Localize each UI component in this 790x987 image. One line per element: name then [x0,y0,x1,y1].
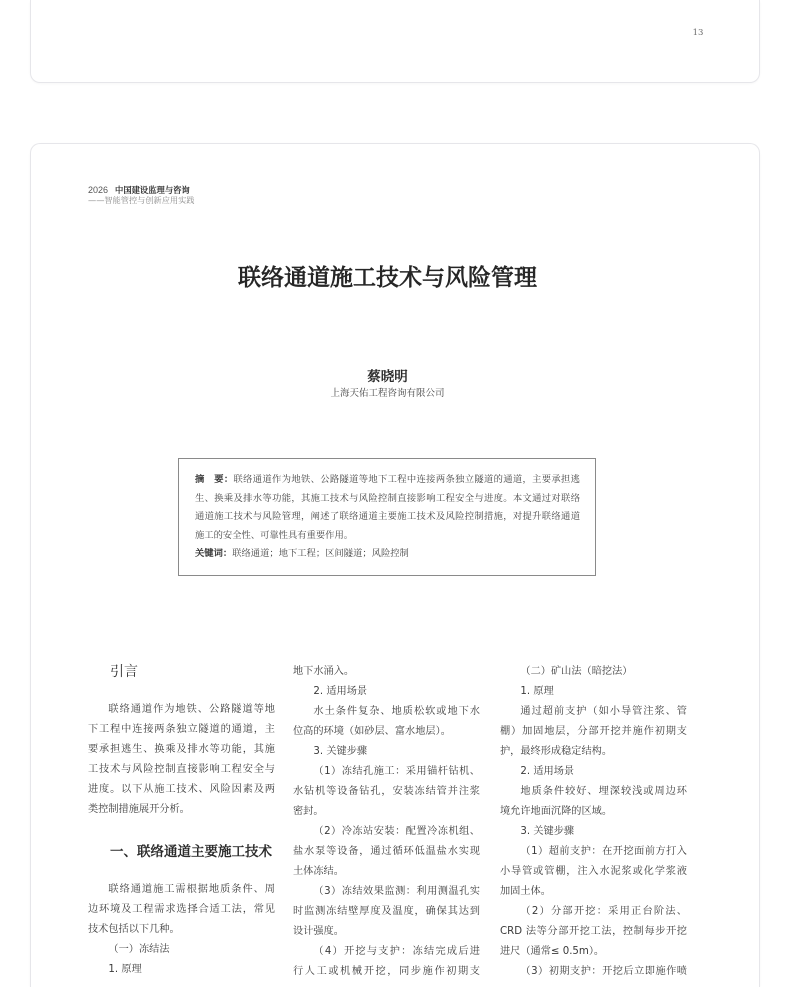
paragraph-section-1 [88,880,275,980]
text-line: 进度。以下从施工技术、风险因素及两 [88,784,275,795]
text-line: 联络通道施工需根据地质条件、周 [108,884,275,895]
text-line: （1）超前支护：在开挖面前方打入 [520,846,687,857]
text-line: 境允许地面沉降的区域。 [500,806,613,817]
text-line: （1）冻结孔施工：采用锚杆钻机、 [313,766,480,777]
text-line: （4）开挖与支护：冻结完成后进 [313,946,480,957]
text-line: 时监测冻结壁厚度及温度，确保其达到 [293,906,480,917]
text-line: （3）初期支护：开挖后立即施作喷 [520,966,687,977]
abstract-line: 施工的安全性、可靠性具有重要作用。 [195,529,354,541]
text-line: 密封。 [293,806,324,817]
text-line: 要承担逃生、换乘及排水等功能，其施 [88,744,275,755]
article-author: 蔡晓明 [367,369,408,385]
page-number: 13 [692,28,704,38]
article-title: 联络通道施工技术与风险管理 [238,265,537,291]
text-line: （3）冻结效果监测：利用测温孔实 [313,886,480,897]
previous-page-card [30,0,760,83]
text-line: 设计强度。 [293,926,344,937]
text-line: 地下水涌入。 [293,666,355,677]
text-line: 水土条件复杂、地质松软或地下水 [313,706,480,717]
text-line: 护，最终形成稳定结构。 [500,746,613,757]
text-column-1 [88,662,275,980]
running-head-subtitle: ——智能管控与创新应用实践 [88,195,195,205]
text-line: 边环境及工程需求选择合适工法，常见 [88,904,275,915]
text-column-3 [500,662,687,982]
keywords-text: 联络通道；地下工程；区间隧道；风险控制 [232,548,409,560]
text-line: 下工程中连接两条独立隧道的通道，主 [88,724,275,735]
item-heading: 1. 原理 [520,686,554,697]
item-heading: 2. 适用场景 [520,766,575,777]
article-page-card [30,143,760,987]
keywords-line [195,545,580,564]
section-heading-1: 一、联络通道主要施工技术 [110,844,272,860]
text-line: 工技术与风险控制直接影响工程安全与 [88,764,275,775]
subheading-freezing-method: （一）冻结法 [108,944,170,955]
item-heading: 3. 关键步骤 [313,746,368,757]
text-line: 位高的环境（如砂层、富水地层）。 [293,726,451,737]
text-line: （2）冷冻站安装：配置冷冻机组、 [313,826,480,837]
abstract-line [195,471,580,490]
abstract-text: 联络通道作为地铁、公路隧道等地下工程中连接两条独立隧道的通道，主要承担逃 [233,474,580,485]
text-line: 小导管或管棚，注入水泥浆或化学浆液 [500,866,687,877]
abstract-line: 通道施工技术与风险管理，阐述了联络通道主要施工技术及风险控制措施，对提升联络通道 [195,511,580,523]
text-line: 行人工或机械开挖，同步施作初期支 [293,966,480,977]
text-line: 通过超前支护（如小导管注浆、管 [520,706,687,717]
author-affiliation: 上海天佑工程咨询有限公司 [330,388,445,399]
text-line: 盐水泵等设备，通过循环低温盐水实现 [293,846,480,857]
text-line: 技术包括以下几种。 [88,924,180,935]
paragraph-intro [88,700,275,820]
text-line: （2）分部开挖：采用正台阶法、 [520,906,687,917]
abstract-label: 摘 要： [195,474,234,485]
text-line: 进尺（通常≤ 0.5m）。 [500,946,605,957]
text-line: 加固土体。 [500,886,551,897]
abstract-line: 生、换乘及排水等功能，其施工技术与风险控制直接影响工程安全与进度。本文通过对联络 [195,492,580,504]
item-heading: 3. 关键步骤 [520,826,575,837]
running-head-year: 2026 [88,185,109,195]
text-line: 类控制措施展开分析。 [88,804,190,815]
running-head-journal: 中国建设监理与咨询 [115,185,190,195]
keywords-label: 关键词： [195,548,233,560]
abstract-box [178,458,596,576]
item-heading: 1. 原理 [108,964,142,975]
subheading-mining-method: （二）矿山法（暗挖法） [520,666,633,677]
item-heading: 2. 适用场景 [313,686,368,697]
text-line: 地质条件较好、埋深较浅或周边环 [520,786,687,797]
section-heading-intro: 引言 [110,664,138,680]
text-line: 土体冻结。 [293,866,344,877]
text-line: CRD 法等分部开挖工法，控制每步开挖 [500,926,687,937]
text-line: 棚）加固地层，分部开挖并施作初期支 [500,726,687,737]
text-line: 水钻机等设备钻孔，安装冻结管并注浆 [293,786,480,797]
text-line: 联络通道作为地铁、公路隧道等地 [108,704,275,715]
text-column-2 [293,662,480,982]
